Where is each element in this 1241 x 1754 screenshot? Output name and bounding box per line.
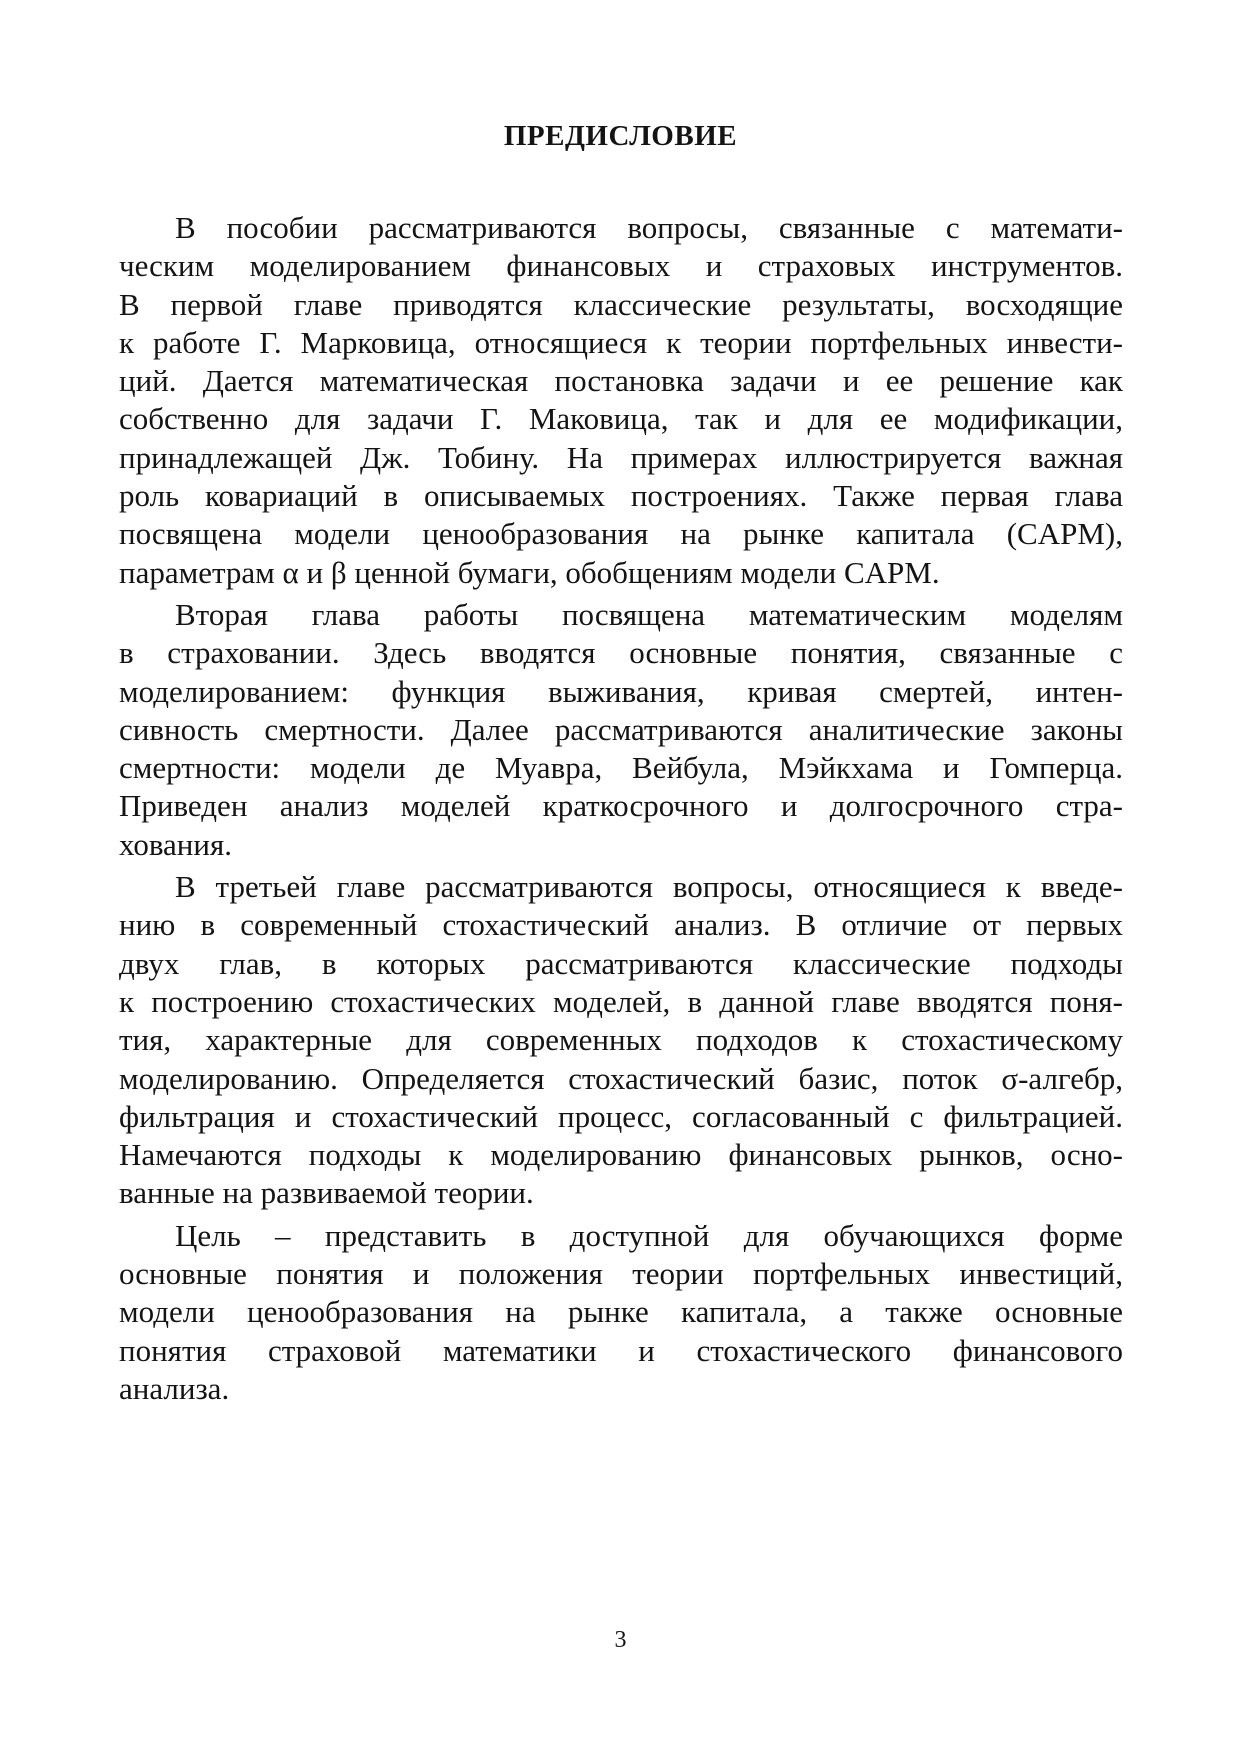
text-line: хования. <box>119 826 232 862</box>
text-line: В третьей главе рассматриваются вопросы, относящиеся к введе- <box>175 869 1123 905</box>
text-line: ческим моделированием финансовых и страховых инструментов. <box>119 248 1123 284</box>
text-line: посвящена модели ценообразования на рынке капитала (CAPM), <box>119 516 1123 552</box>
text-line: моделированием: функция выживания, кривая смертей, интен- <box>119 673 1123 709</box>
text-line: Намечаются подходы к моделированию финансовых рынков, осно- <box>119 1137 1123 1173</box>
text-line: Приведен анализ моделей краткосрочного и долгосрочного стра- <box>119 788 1123 824</box>
text-line: к работе Г. Марковица, относящиеся к теории портфельных инвести- <box>119 324 1123 360</box>
text-line: сивность смертности. Далее рассматриваются аналитические законы <box>119 711 1123 747</box>
text-line: анализа. <box>119 1370 230 1406</box>
text-line: нию в современный стохастический анализ. В отличие от первых <box>119 907 1123 943</box>
paragraph-2 <box>119 596 1123 864</box>
text-line: собственно для задачи Г. Маковица, так и для ее модификации, <box>119 401 1123 437</box>
text-line: смертности: модели де Муавра, Вейбула, Мэйкхама и Гомперца. <box>119 750 1123 786</box>
text-line: роль ковариаций в описываемых построениях. Также первая глава <box>119 478 1123 514</box>
text-line: параметрам α и β ценной бумаги, обобщениям модели CAPM. <box>119 554 940 590</box>
paragraph-3 <box>119 868 1123 1213</box>
text-line: двух глав, в которых рассматриваются классические подходы <box>119 945 1123 981</box>
text-line: принадлежащей Дж. Тобину. На примерах иллюстрируется важная <box>119 439 1123 475</box>
preface-body <box>119 209 1123 1412</box>
text-line: в страховании. Здесь вводятся основные понятия, связанные с <box>119 635 1123 671</box>
text-line: модели ценообразования на рынке капитала, а также основные <box>119 1294 1123 1330</box>
paragraph-1 <box>119 209 1123 592</box>
text-line: основные понятия и положения теории портфельных инвестиций, <box>119 1256 1123 1292</box>
text-line: понятия страховой математики и стохастического финансового <box>119 1332 1123 1368</box>
text-line: к построению стохастических моделей, в данной главе вводятся поня- <box>119 983 1123 1019</box>
paragraph-4 <box>119 1217 1123 1408</box>
text-line: ванные на развиваемой теории. <box>119 1175 534 1211</box>
page-number: 3 <box>614 1627 627 1653</box>
page-title: ПРЕДИСЛОВИЕ <box>503 120 738 152</box>
text-line: фильтрация и стохастический процесс, согласованный с фильтрацией. <box>119 1098 1123 1134</box>
text-line: В пособии рассматриваются вопросы, связанные с математи- <box>175 210 1123 245</box>
text-line: тия, характерные для современных подходов к стохастическому <box>119 1022 1123 1058</box>
text-line: моделированию. Определяется стохастический базис, поток σ-алгебр, <box>119 1060 1123 1096</box>
text-line: В первой главе приводятся классические результаты, восходящие <box>119 286 1123 322</box>
text-line: Вторая глава работы посвящена математическим моделям <box>175 596 1123 632</box>
text-line: Цель – представить в доступной для обучающихся форме <box>175 1217 1123 1253</box>
text-line: ций. Дается математическая постановка задачи и ее решение как <box>119 363 1123 399</box>
